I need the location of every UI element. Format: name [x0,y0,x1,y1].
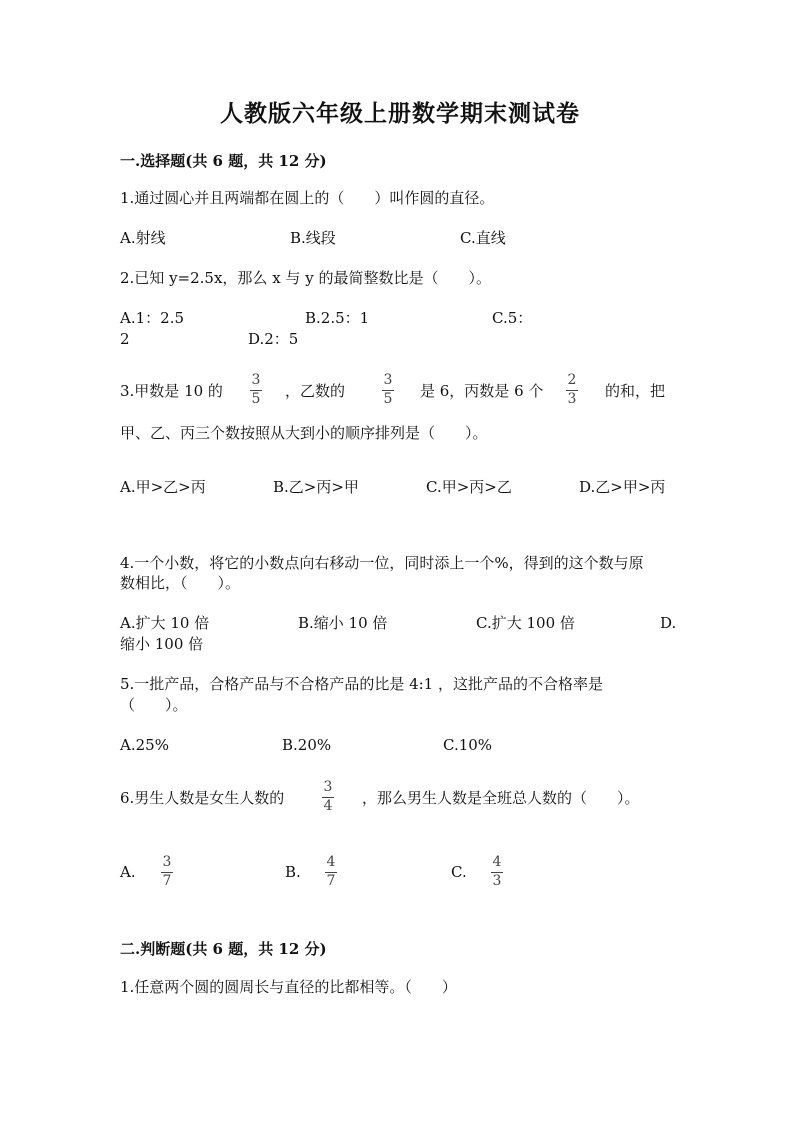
question-3-part3: 是 6，丙数是 6 个 [420,382,544,400]
question-3-part4: 的和，把 [605,382,666,400]
q3-fraction-3 [566,373,578,407]
q6-option-b-fraction [325,855,337,889]
fraction-numerator: 3 [162,854,172,870]
question-5-line2: （ ）。 [120,696,188,714]
fraction-denominator: 3 [492,873,502,889]
q3-fraction-2 [382,373,394,407]
q4-option-c[interactable]: C.扩大 100 倍 [476,614,575,632]
q3-option-b[interactable]: B.乙>丙>甲 [273,478,359,496]
fraction-numerator: 3 [323,779,333,795]
q5-option-b[interactable]: B.20% [282,736,332,754]
q1-option-c[interactable]: C.直线 [460,229,506,247]
q4-option-d[interactable]: D. [660,614,677,632]
q6-option-c-fraction [491,855,503,889]
fraction-denominator: 4 [323,798,333,814]
question-2-text: 2.已知 y=2.5x，那么 x 与 y 的最简整数比是（ ）。 [120,269,491,287]
question-4-line1: 4.一个小数，将它的小数点向右移动一位，同时添上一个%，得到的这个数与原 [120,554,644,572]
q5-option-a[interactable]: A.25% [120,736,169,754]
q4-option-d-wrap: 缩小 100 倍 [120,635,204,653]
q6-option-b[interactable]: B. [285,863,301,881]
fraction-numerator: 4 [492,854,502,870]
q4-option-b[interactable]: B.缩小 10 倍 [298,614,388,632]
fraction-denominator: 7 [162,873,172,889]
fraction-denominator: 3 [567,391,577,407]
q1-option-a[interactable]: A.射线 [120,229,166,247]
q2-option-b[interactable]: B.2.5：1 [305,309,370,327]
q3-option-a[interactable]: A.甲>乙>丙 [120,478,206,496]
q6-option-a[interactable]: A. [120,863,136,881]
q6-option-a-fraction [161,855,173,889]
q4-option-a[interactable]: A.扩大 10 倍 [120,614,210,632]
question-4-line2: 数相比，（ ）。 [120,574,241,592]
fraction-denominator: 5 [251,391,261,407]
question-3-line2: 甲、乙、丙三个数按照从大到小的顺序排列是（ ）。 [120,424,488,442]
q2-option-c-wrap: 2 [120,330,130,348]
question-6-part1: 6.男生人数是女生人数的 [120,789,285,807]
q1-option-b[interactable]: B.线段 [290,229,336,247]
q2-option-a[interactable]: A.1：2.5 [120,309,184,327]
question-6-part2: ，那么男生人数是全班总人数的（ ）。 [362,789,640,807]
q3-fraction-1 [250,373,262,407]
section-heading-judgement: 二.判断题(共 6 题，共 12 分) [120,940,327,958]
q2-option-d[interactable]: D.2：5 [248,330,299,348]
judgement-question-1-text: 1.任意两个圆的圆周长与直径的比都相等。（ ） [120,978,457,996]
fraction-numerator: 3 [383,372,393,388]
q2-option-c[interactable]: C.5： [492,309,533,327]
question-3-part2: ，乙数的 [285,382,346,400]
q5-option-c[interactable]: C.10% [443,736,493,754]
q6-option-c[interactable]: C. [451,863,467,881]
fraction-numerator: 3 [251,372,261,388]
page-title: 人教版六年级上册数学期末测试卷 [220,100,580,127]
question-1-text: 1.通过圆心并且两端都在圆上的（ ）叫作圆的直径。 [120,189,495,207]
section-heading-choice: 一.选择题(共 6 题，共 12 分) [120,152,327,170]
q6-fraction [322,780,334,814]
fraction-denominator: 5 [383,391,393,407]
q3-option-c[interactable]: C.甲>丙>乙 [426,478,512,496]
fraction-denominator: 7 [326,873,336,889]
q3-option-d[interactable]: D.乙>甲>丙 [579,478,666,496]
fraction-numerator: 2 [567,372,577,388]
question-3-part1: 3.甲数是 10 的 [120,382,223,400]
question-5-line1: 5.一批产品，合格产品与不合格产品的比是 4:1 ，这批产品的不合格率是 [120,675,603,693]
fraction-numerator: 4 [326,854,336,870]
